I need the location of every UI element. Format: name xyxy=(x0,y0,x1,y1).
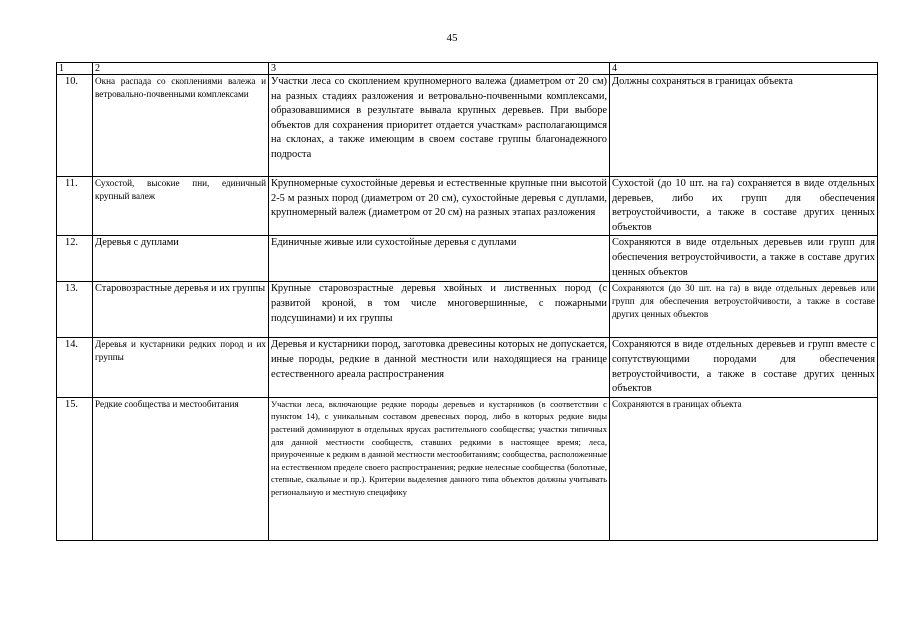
column-header: 2 xyxy=(93,63,269,75)
row-number: 11. xyxy=(57,177,93,236)
object-name: Сухостой, высокие пни, единичный крупный валеж xyxy=(93,177,269,236)
table-row xyxy=(57,75,878,177)
table-row xyxy=(57,236,878,282)
object-name: Окна распада со скоплениями валежа и ветровально-почвенными комплексами xyxy=(93,75,269,177)
row-number: 15. xyxy=(57,397,93,540)
object-description: Деревья и кустарники пород, заготовка древесины которых не допускается, иные породы, редкие в данной местности или находящиеся на границе естественного ареала распространения xyxy=(269,338,610,397)
row-number: 13. xyxy=(57,282,93,338)
page-number: 45 xyxy=(446,32,458,44)
column-header: 3 xyxy=(269,63,610,75)
row-number: 10. xyxy=(57,75,93,177)
table-header-row xyxy=(57,63,878,75)
table-row xyxy=(57,397,878,540)
object-requirement: Сохраняются в границах объекта xyxy=(610,397,878,540)
object-name: Редкие сообщества и местообитания xyxy=(93,397,269,540)
object-description: Участки леса со скоплением крупномерного валежа (диаметром от 20 см) на разных стадиях разложения и ветровально-почвенными комплексами, образовавшимися в результате вывала крупных деревьев. При выборе объектов для сохранения приоритет отдается участкам» располагающимся на склонах, а также имеющим в своем составе группы благонадежного подроста xyxy=(269,75,610,177)
column-header: 1 xyxy=(57,63,93,75)
object-description: Участки леса, включающие редкие породы деревьев и кустарников (в соответствии с пунктом 14), с уникальным составом древесных пород, либо в которых редкие виды растений доминируют в отдельных ярусах растительного сообщества; участки типичных для данной местности сообществ, ставших редкими в настоящее время; леса, приуроченные к редким в данной местности местообитаниям; сообщества, расположенные на естественном пределе своего распространения; редкие нелесные сообщества (болотные, степные, скальные и пр.). Критерии выделения данного типа объектов должны учитывать региональную и местную специфику xyxy=(269,397,610,540)
object-name: Деревья с дуплами xyxy=(93,236,269,282)
table-row xyxy=(57,177,878,236)
criteria-table xyxy=(56,62,878,541)
object-requirement: Сохраняются в виде отдельных деревьев или групп для обеспечения ветроустойчивости, а также в составе других ценных объектов xyxy=(610,236,878,282)
object-requirement: Сохраняются (до 30 шт. на га) в виде отдельных деревьев или групп для обеспечения ветроустойчивости, а также в составе других ценных объектов xyxy=(610,282,878,338)
object-description: Крупномерные сухостойные деревья и естественные крупные пни высотой 2-5 м разных пород (диаметром от 20 см), сухостойные деревья с дуплами, крупномерный валеж (диаметром от 20 см) на разных этапах разложения xyxy=(269,177,610,236)
object-requirement: Должны сохраняться в границах объекта xyxy=(610,75,878,177)
table-row xyxy=(57,338,878,397)
object-requirement: Сохраняются в виде отдельных деревьев и групп вместе с сопутствующими породами для обеспечения ветроустойчивости, а также в составе других ценных объектов xyxy=(610,338,878,397)
row-number: 12. xyxy=(57,236,93,282)
table-row xyxy=(57,282,878,338)
object-name: Старовозрастные деревья и их группы xyxy=(93,282,269,338)
object-name: Деревья и кустарники редких пород и их группы xyxy=(93,338,269,397)
column-header: 4 xyxy=(610,63,878,75)
object-description: Крупные старовозрастные деревья хвойных и лиственных пород (с развитой кроной, в том числе многовершинные, с пожарными подсушинами) и их группы xyxy=(269,282,610,338)
row-number: 14. xyxy=(57,338,93,397)
object-requirement: Сухостой (до 10 шт. на га) сохраняется в виде отдельных деревьев, либо их групп для обеспечения ветроустойчивости, а также в составе других ценных объектов xyxy=(610,177,878,236)
object-description: Единичные живые или сухостойные деревья с дуплами xyxy=(269,236,610,282)
